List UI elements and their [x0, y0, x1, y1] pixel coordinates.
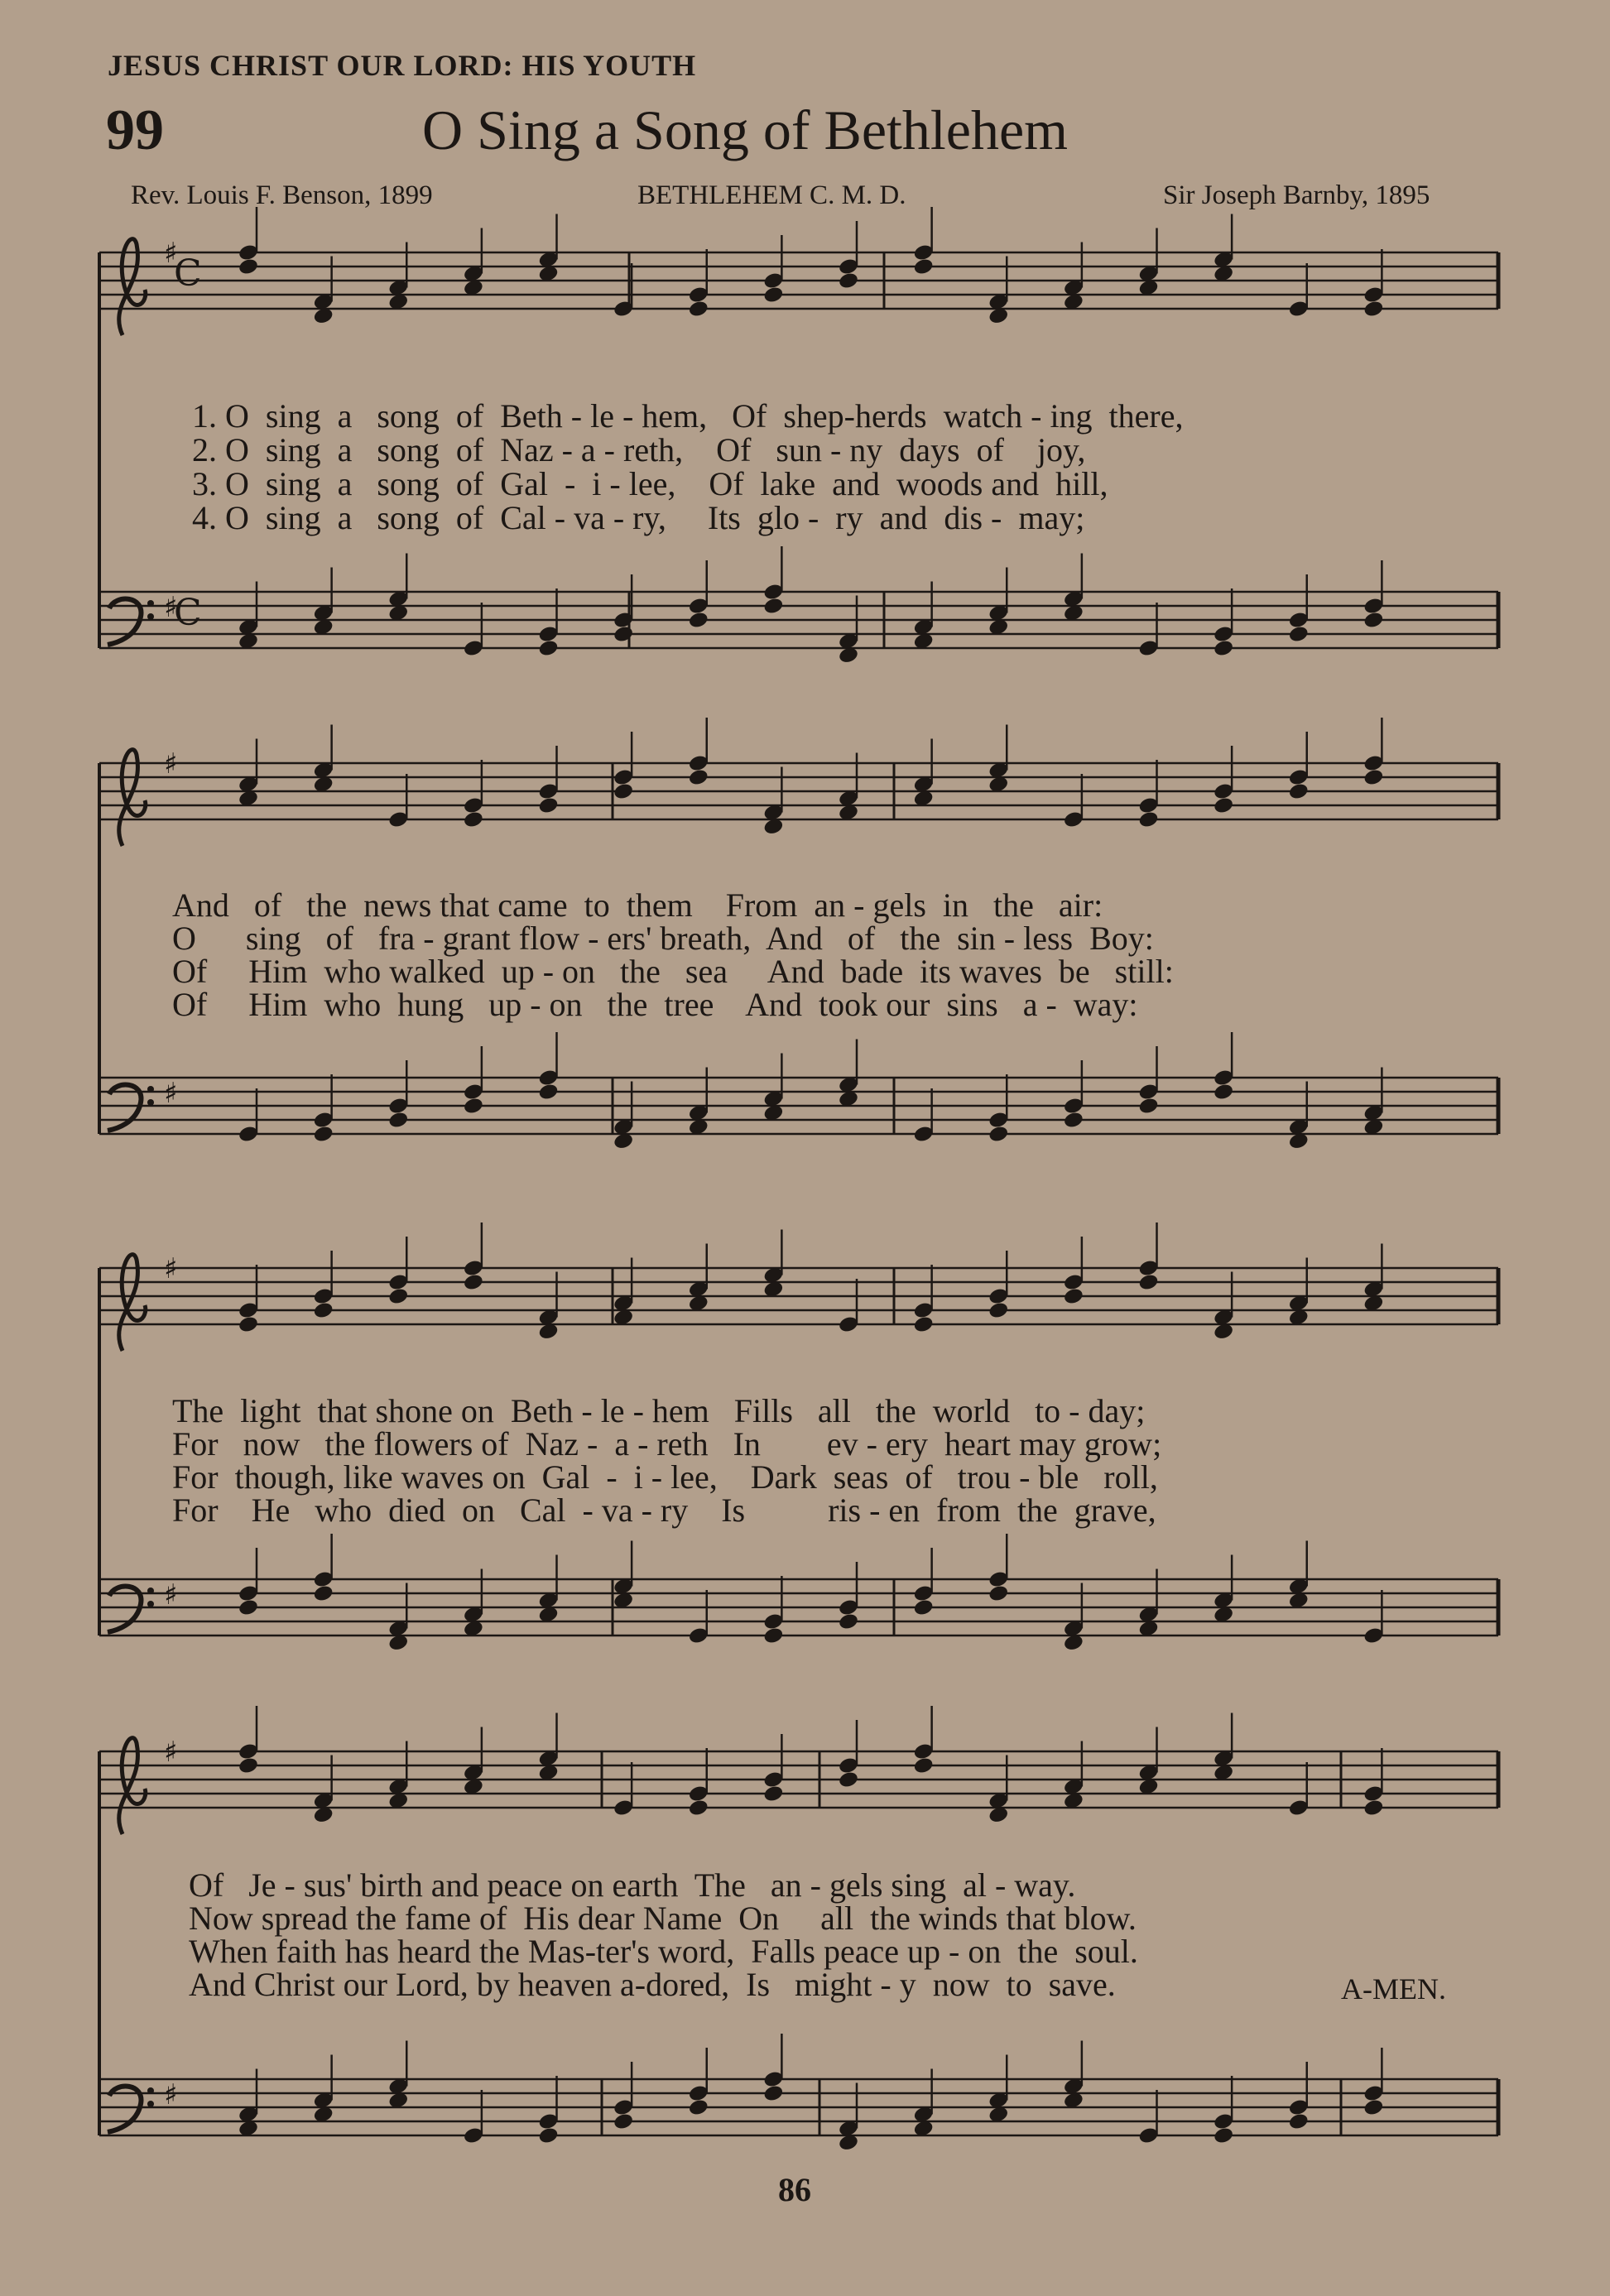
- note-head: [688, 1799, 709, 1818]
- note-head: [463, 1273, 484, 1292]
- note-head: [238, 257, 259, 276]
- lyric-line: For now the flowers of Naz - a - reth In ev - ery heart may grow;: [172, 1425, 1162, 1463]
- note-head: [1137, 810, 1159, 829]
- time-signature: C: [174, 252, 202, 295]
- note-head: [838, 271, 859, 291]
- lyric-line: 4. O sing a song of Cal - va - ry, Its glo - ry and dis - may;: [192, 499, 1085, 536]
- lyric-line: For He who died on Cal - va - ry Is ris - en from the grave,: [172, 1491, 1156, 1529]
- note-head: [537, 2126, 559, 2145]
- note-head: [988, 1301, 1009, 1320]
- lyric-line: Of Him who walked up - on the sea And bade its waves be still:: [172, 953, 1174, 990]
- note-head: [537, 639, 559, 658]
- note-head: [313, 1301, 334, 1320]
- time-signature: C: [174, 592, 202, 634]
- note-head: [537, 1083, 559, 1102]
- note-head: [1213, 639, 1234, 658]
- note-head: [1063, 1287, 1084, 1306]
- note-head: [688, 300, 709, 319]
- lyric-line: Now spread the fame of His dear Name On all the winds that blow.: [189, 1900, 1137, 1937]
- clef-dot: [147, 1099, 154, 1106]
- note-head: [762, 597, 784, 616]
- note-head: [313, 1584, 334, 1603]
- clef-dot: [147, 600, 154, 607]
- sharp-sign: ♯: [164, 1252, 178, 1285]
- note-head: [238, 1315, 259, 1334]
- sharp-sign: ♯: [164, 1077, 178, 1110]
- note-head: [1213, 796, 1234, 815]
- note-head: [988, 1584, 1009, 1603]
- note-head: [387, 1287, 409, 1306]
- sharp-sign: ♯: [164, 1578, 178, 1612]
- sharp-sign: ♯: [164, 237, 178, 270]
- tune-name: BETHLEHEM C. M. D.: [637, 180, 906, 210]
- clef-dot: [147, 1601, 154, 1607]
- note-head: [913, 257, 935, 276]
- clef-dot: [147, 2087, 154, 2094]
- lyric-line: Of Je - sus' birth and peace on earth The an - gels sing al - way.: [189, 1866, 1076, 1904]
- note-head: [1063, 1111, 1084, 1130]
- note-head: [387, 1111, 409, 1130]
- lyric-line: The light that shone on Beth - le - hem Fills all the world to - day;: [172, 1392, 1146, 1429]
- sharp-sign: ♯: [164, 2078, 178, 2111]
- note-head: [463, 1097, 484, 1116]
- lyric-line: 1. O sing a song of Beth - le - hem, Of shep-herds watch - ing there,: [192, 397, 1184, 435]
- note-head: [613, 625, 634, 644]
- note-head: [688, 768, 709, 787]
- hymn-number: 99: [106, 98, 164, 162]
- section-heading: JESUS CHRIST OUR LORD: HIS YOUTH: [108, 49, 697, 82]
- clef-dot: [147, 613, 154, 620]
- clef-dot: [147, 2101, 154, 2107]
- note-head: [1288, 625, 1310, 644]
- sharp-sign: ♯: [164, 1736, 178, 1769]
- note-head: [688, 2098, 709, 2117]
- words-credit: Rev. Louis F. Benson, 1899: [131, 180, 433, 210]
- sharp-sign: ♯: [164, 747, 178, 781]
- note-head: [913, 1315, 935, 1334]
- lyric-line: When faith has heard the Mas-ter's word, Falls peace up - on the soul.: [189, 1933, 1138, 1970]
- note-head: [1362, 300, 1384, 319]
- clef-dot: [147, 1588, 154, 1594]
- note-head: [463, 810, 484, 829]
- lyric-line: And Christ our Lord, by heaven a-dored, Is might - y now to save.: [189, 1966, 1116, 2003]
- note-head: [1137, 1273, 1159, 1292]
- music-credit: Sir Joseph Barnby, 1895: [1163, 180, 1430, 210]
- note-head: [913, 1756, 935, 1775]
- note-head: [762, 1784, 784, 1804]
- lyric-line: 2. O sing a song of Naz - a - reth, Of sun - ny days of joy,: [192, 431, 1086, 468]
- note-head: [913, 1598, 935, 1617]
- amen-label: A-MEN.: [1341, 1972, 1446, 2005]
- note-head: [1137, 1097, 1159, 1116]
- note-head: [613, 2112, 634, 2131]
- note-head: [1213, 2126, 1234, 2145]
- note-head: [238, 1598, 259, 1617]
- note-head: [1362, 2098, 1384, 2117]
- note-head: [238, 1756, 259, 1775]
- note-head: [613, 782, 634, 801]
- note-head: [762, 286, 784, 305]
- note-head: [688, 611, 709, 630]
- note-head: [1362, 768, 1384, 787]
- note-head: [1362, 1799, 1384, 1818]
- lyric-line: And of the news that came to them From an - gels in the air:: [172, 886, 1103, 924]
- note-head: [1288, 2112, 1310, 2131]
- note-head: [762, 1626, 784, 1645]
- lyric-line: 3. O sing a song of Gal - i - lee, Of lake and woods and hill,: [192, 465, 1108, 502]
- lyric-line: Of Him who hung up - on the tree And took our sins a - way:: [172, 986, 1138, 1023]
- note-head: [313, 1125, 334, 1144]
- note-head: [838, 1770, 859, 1789]
- note-head: [762, 2084, 784, 2103]
- note-head: [838, 1612, 859, 1631]
- sharp-sign: ♯: [164, 591, 178, 624]
- note-head: [1288, 782, 1310, 801]
- lyric-line: For though, like waves on Gal - i - lee, Dark seas of trou - ble roll,: [172, 1458, 1158, 1496]
- hymn-title: O Sing a Song of Bethlehem: [422, 98, 1069, 161]
- lyric-line: O sing of fra - grant flow - ers' breath, And of the sin - less Boy:: [172, 920, 1154, 957]
- note-head: [1362, 611, 1384, 630]
- clef-dot: [147, 1086, 154, 1093]
- note-head: [988, 1125, 1009, 1144]
- note-head: [1213, 1083, 1234, 1102]
- page-number: 86: [778, 2171, 811, 2208]
- note-head: [537, 796, 559, 815]
